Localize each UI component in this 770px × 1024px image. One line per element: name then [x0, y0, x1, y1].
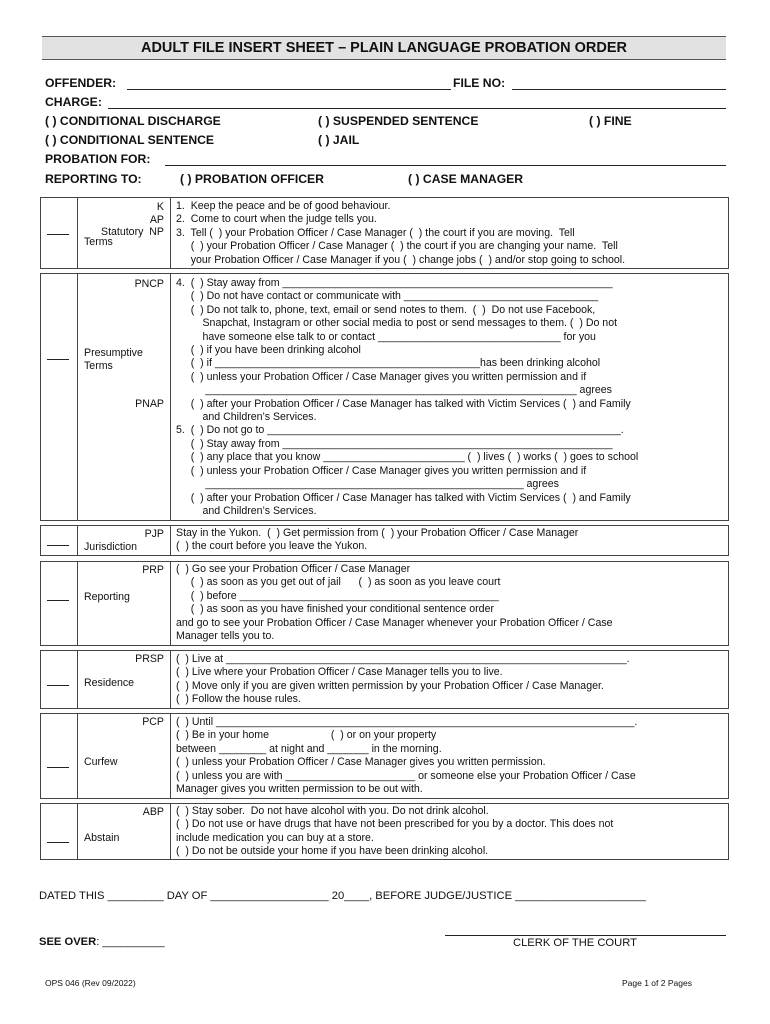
jurisdiction-label: Jurisdiction [84, 541, 137, 553]
prp-code: PRP [142, 564, 164, 576]
abp-code: ABP [142, 806, 164, 818]
reporting-box [40, 561, 729, 646]
reporting-initial-field[interactable] [47, 600, 69, 601]
suspended-sentence-option[interactable]: ( ) SUSPENDED SENTENCE [318, 114, 479, 128]
pncp-code: PNCP [134, 278, 164, 290]
statutory-initial-field[interactable] [47, 234, 69, 235]
curfew-text: ( ) Until _______________________________________________________________________. ( ) Be in your home ( ) or on your property between ________ at night and _______ in the morning. ( ) unless your Probation Officer / Case Manager gives you written permission. ( ) unless you are with ______________________ or someone else your Probation Officer / Case Manager gives you written permission to be out with. [176, 716, 638, 796]
presumptive-label: Presumptive Terms [84, 347, 143, 372]
abstain-initial-field[interactable] [47, 842, 69, 843]
form-number: OPS 046 (Rev 09/2022) [45, 978, 136, 988]
residence-text: ( ) Live at ____________________________________________________________________. ( ) Live where your Probation Officer / Case Manager tells you to live. ( ) Move only if you are given written permission by your Probation Officer / Case Manager. ( ) Follow the house rules. [176, 653, 630, 706]
charge-label: CHARGE: [45, 95, 102, 109]
see-over-field[interactable]: : __________ [96, 936, 165, 948]
abstain-label: Abstain [84, 832, 120, 844]
reporting-text: ( ) Go see your Probation Officer / Case Manager ( ) as soon as you get out of jail ( ) as soon as you leave court ( ) before ____________________________________________ ( ) as soon as you have finished your conditional sentence order and go to see your Probation Officer / Case Manager whenever your Probation Officer / Case Manager tells you to. [176, 563, 613, 643]
see-over-label: SEE OVER [39, 936, 97, 948]
statutory-text: 1. Keep the peace and be of good behaviour. 2. Come to court when the judge tells you. 3. Tell ( ) your Probation Officer / Case Manager ( ) the court if you are moving. Tell ( ) your Probation Officer / Case Manager ( ) the court if you are changing your name. Tell your Probation Officer / Case Manager if you ( ) change jobs ( ) and/or stop going to school. [176, 200, 626, 266]
residence-box [40, 650, 729, 709]
prsp-code: PRSP [135, 653, 164, 665]
presumptive-initial-field[interactable] [47, 359, 69, 360]
probation-for-label: PROBATION FOR: [45, 152, 151, 166]
curfew-initial-field[interactable] [47, 767, 69, 768]
pcp-code: PCP [142, 716, 164, 728]
pnap-code: PNAP [135, 398, 164, 410]
clerk-signature-field[interactable] [445, 935, 726, 936]
jurisdiction-text: Stay in the Yukon. ( ) Get permission from ( ) your Probation Officer / Case Manager ( ) the court before you leave the Yukon. [176, 527, 579, 553]
reporting-label: Reporting [84, 591, 130, 603]
reporting-to-label: REPORTING TO: [45, 172, 142, 186]
statutory-terms-box [40, 197, 729, 269]
charge-field[interactable] [108, 108, 726, 109]
jurisdiction-box [40, 525, 729, 556]
statutory-codes: K AP Statutory NP [101, 201, 164, 238]
jail-option[interactable]: ( ) JAIL [318, 133, 360, 147]
curfew-box [40, 713, 729, 799]
offender-label: OFFENDER: [45, 76, 117, 90]
probation-for-field[interactable] [165, 165, 726, 166]
probation-officer-option[interactable]: ( ) PROBATION OFFICER [180, 172, 324, 186]
fine-option[interactable]: ( ) FINE [589, 114, 632, 128]
residence-label: Residence [84, 677, 135, 689]
residence-initial-field[interactable] [47, 685, 69, 686]
file-no-label: FILE NO: [453, 76, 506, 90]
conditional-discharge-option[interactable]: ( ) CONDITIONAL DISCHARGE [45, 114, 221, 128]
curfew-label: Curfew [84, 756, 118, 768]
abstain-text: ( ) Stay sober. Do not have alcohol with you. Do not drink alcohol. ( ) Do not use or have drugs that have not been prescribed for you by a doctor. This does not include medication you can buy at a store. ( ) Do not be outside your home if you have been drinking alcohol. [176, 805, 614, 858]
jurisdiction-initial-field[interactable] [47, 545, 69, 546]
page-title: ADULT FILE INSERT SHEET – PLAIN LANGUAGE PROBATION ORDER [42, 36, 726, 60]
case-manager-option[interactable]: ( ) CASE MANAGER [408, 172, 524, 186]
pjp-code: PJP [144, 528, 164, 540]
abstain-box [40, 803, 729, 860]
clerk-label: CLERK OF THE COURT [513, 937, 637, 949]
statutory-label: Terms [84, 236, 113, 248]
dated-line: DATED THIS _________ DAY OF ___________________ 20____, BEFORE JUDGE/JUSTICE _____________________ [39, 890, 646, 902]
page-number: Page 1 of 2 Pages [622, 978, 692, 988]
conditional-sentence-option[interactable]: ( ) CONDITIONAL SENTENCE [45, 133, 215, 147]
presumptive-terms-box [40, 273, 729, 521]
offender-field[interactable] [127, 89, 451, 90]
presumptive-text: 4. ( ) Stay away from ________________________________________________________ ( ) Do not have contact or communicate with _________________________________ ( ) Do not talk to, phone, text, email or send notes to them. ( ) Do not use Facebook, Snapchat, Instagram or other social media to post or send messages to them. ( ) Do not have someone else talk to or contact _______________________________ for you ( ) if you have been drinking alcohol ( ) if _____________________________________________has been drinking alcohol ( ) unless your Probation Officer / Case Manager gives you written permission and if _______________________________________________________________ agrees ( ) after your Probation Officer / Case Manager has talked with Victim Services ( ) and Family and Children’s Services. 5. ( ) Do not go to ____________________________________________________________. ( ) Stay away from ________________________________________________________ ( ) any place that you know ________________________ ( ) lives ( ) works ( ) goes to school ( ) unless your Probation Officer / Case Manager gives you written permission and if ______________________________________________________ agrees ( ) after your Probation Officer / Case Manager has talked with Victim Services ( ) and Family and Children’s Services. [176, 277, 639, 517]
file-no-field[interactable] [512, 89, 726, 90]
